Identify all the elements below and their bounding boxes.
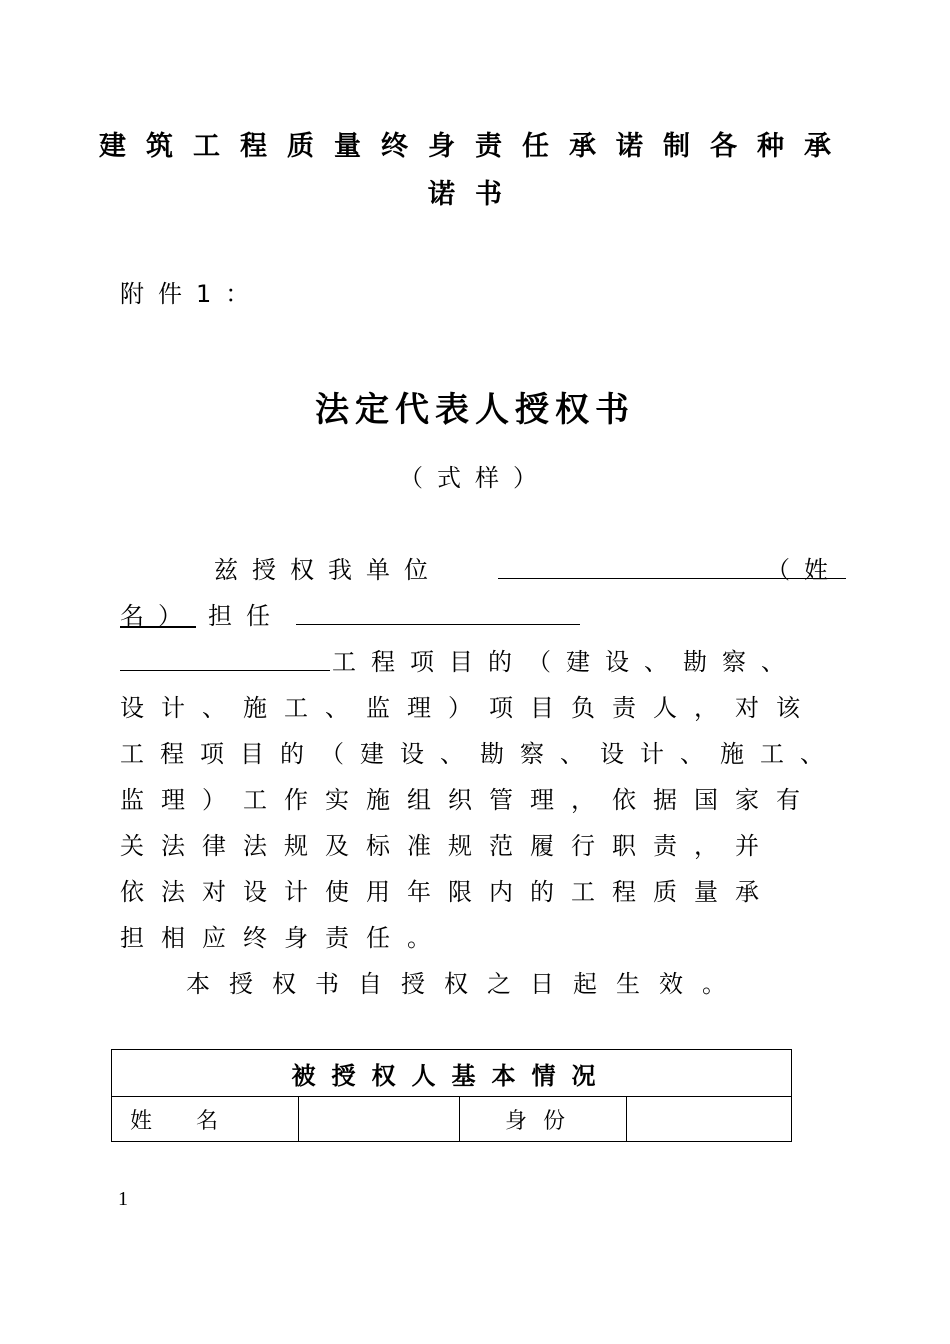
name-value-cell[interactable] bbox=[299, 1097, 460, 1142]
document-title-line-1: 建筑工程质量终身责任承诺制各种承 bbox=[99, 131, 851, 162]
table-header-row bbox=[112, 1050, 792, 1097]
authorization-subheading: （式样） bbox=[399, 464, 551, 492]
body-line-2-prefix: 名） bbox=[120, 602, 196, 630]
project-blank-2[interactable] bbox=[120, 670, 330, 671]
grantee-info-table bbox=[111, 1049, 792, 1142]
attachment-label: 附件1： bbox=[120, 280, 264, 308]
authorization-heading: 法定代表人授权书 bbox=[315, 390, 635, 430]
body-line-1-suffix: （姓 bbox=[766, 556, 842, 584]
project-blank-1[interactable] bbox=[296, 624, 580, 625]
body-line-6: 监理）工作实施组织管理，依据国家有 bbox=[120, 786, 817, 814]
table-header: 被授权人基本情况 bbox=[112, 1050, 792, 1097]
body-line-3: 工程项目的（建设、勘察、 bbox=[332, 648, 800, 676]
body-line-5: 工程项目的（建设、勘察、设计、施工、 bbox=[120, 740, 840, 768]
body-line-8: 依法对设计使用年限内的工程质量承 bbox=[120, 878, 776, 906]
table-row bbox=[112, 1097, 792, 1142]
body-line-9: 担相应终身责任。 bbox=[120, 924, 448, 952]
body-line-10: 本授权书自授权之日起生效。 bbox=[186, 970, 745, 998]
body-line-4: 设计、施工、监理）项目负责人，对该 bbox=[120, 694, 817, 722]
id-label: 身份 bbox=[460, 1097, 627, 1142]
page-number: 1 bbox=[118, 1188, 128, 1210]
body-line-7: 关法律法规及标准规范履行职责，并 bbox=[120, 832, 776, 860]
body-line-2-mid: 担任 bbox=[208, 602, 284, 630]
body-line-1-prefix: 兹授权我单位 bbox=[214, 556, 442, 584]
document-title-line-2: 诺书 bbox=[428, 179, 522, 210]
name-label: 姓 名 bbox=[112, 1097, 299, 1142]
id-value-cell[interactable] bbox=[627, 1097, 792, 1142]
